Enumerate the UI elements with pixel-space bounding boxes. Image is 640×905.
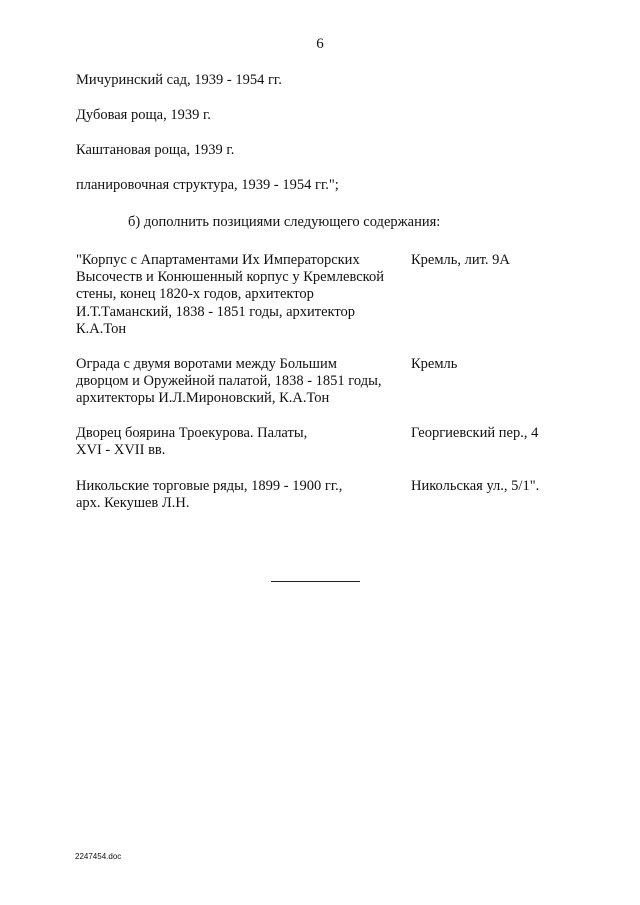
footer-filename: 2247454.doc bbox=[75, 852, 122, 861]
entry-name: Дворец боярина Троекурова. Палаты, XVI - XVII вв. bbox=[76, 425, 308, 459]
end-rule bbox=[271, 581, 360, 582]
text-line: планировочная структура, 1939 - 1954 гг."; bbox=[76, 177, 339, 193]
intro-paragraph: б) дополнить позициями следующего содержания: bbox=[128, 214, 441, 230]
entry-address: Георгиевский пер., 4 bbox=[411, 425, 539, 441]
page-number: 6 bbox=[316, 36, 324, 52]
text-line: Дубовая роща, 1939 г. bbox=[76, 107, 211, 123]
entry-name: Никольские торговые ряды, 1899 - 1900 гг., арх. Кекушев Л.Н. bbox=[76, 478, 343, 512]
entry-address: Кремль bbox=[411, 356, 458, 372]
entry-name: "Корпус с Апартаментами Их Императорских Высочеств и Конюшенный корпус у Кремлевской стены, конец 1820-х годов, архитектор И.Т.Таманский, 1838 - 1851 годы, архитектор К.А.Тон bbox=[76, 252, 384, 337]
entry-address: Никольская ул., 5/1". bbox=[411, 478, 540, 494]
text-line: Каштановая роща, 1939 г. bbox=[76, 142, 235, 158]
entry-address: Кремль, лит. 9А bbox=[411, 252, 510, 268]
entry-name: Ограда с двумя воротами между Большим дворцом и Оружейной палатой, 1838 - 1851 годы, архитекторы И.Л.Мироновский, К.А.Тон bbox=[76, 356, 382, 407]
text-line: Мичуринский сад, 1939 - 1954 гг. bbox=[76, 72, 282, 88]
